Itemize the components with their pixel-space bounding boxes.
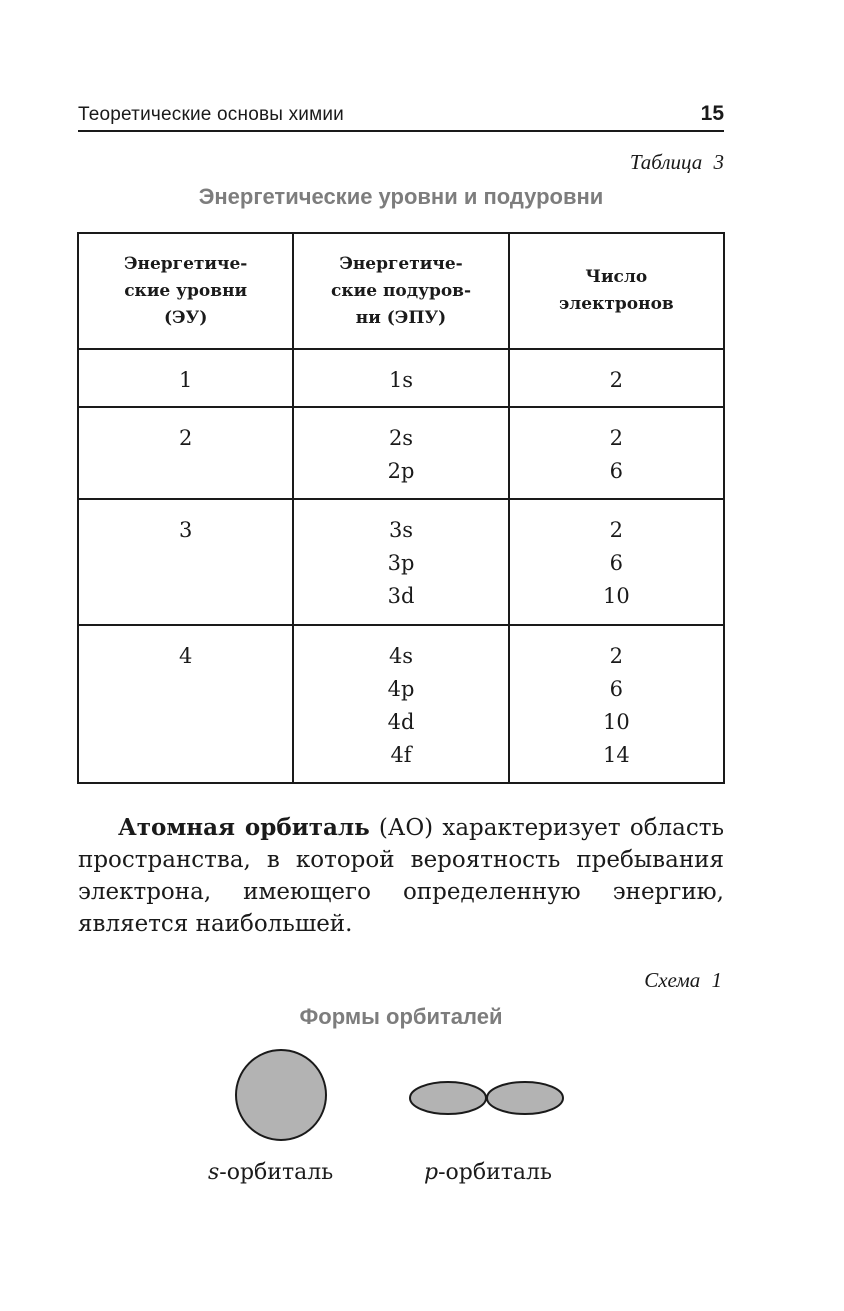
table-row — [78, 349, 724, 407]
cell-electrons: 2 — [509, 349, 724, 407]
s-orbital-shape — [236, 1050, 326, 1140]
orbital-definition-paragraph — [78, 812, 724, 940]
definition-text: (АО) характеризует область пространства, в которой вероятность пребывания электрона, имеющего определенную энергию, является наибольшей. — [78, 815, 724, 937]
cell-sublevels: 3s 3p 3d — [293, 499, 508, 625]
cell-level: 1 — [78, 349, 293, 407]
p-orbital-left-lobe — [410, 1082, 486, 1114]
table-title: Энергетические уровни и подуровни — [198, 184, 604, 209]
table-row — [78, 499, 724, 625]
running-header — [78, 100, 724, 132]
column-header-levels: Энергетиче- ские уровни (ЭУ) — [78, 233, 293, 349]
cell-level: 3 — [78, 499, 293, 625]
column-header-electrons: Число электронов — [509, 233, 724, 349]
p-orbital-right-lobe — [487, 1082, 563, 1114]
table-row — [78, 407, 724, 499]
scheme-label: Схема 1 — [644, 968, 722, 992]
table-header-row — [78, 233, 724, 349]
cell-electrons: 2 6 10 — [509, 499, 724, 625]
scheme-title: Формы орбиталей — [299, 1004, 503, 1029]
page-number: 15 — [700, 102, 724, 125]
running-title: Теоретические основы химии — [78, 104, 344, 125]
s-orbital-caption — [208, 1160, 333, 1185]
s-letter: s — [208, 1160, 220, 1185]
defined-term: Атомная орбиталь — [118, 814, 370, 841]
cell-level: 4 — [78, 625, 293, 783]
cell-level: 2 — [78, 407, 293, 499]
cell-electrons: 2 6 — [509, 407, 724, 499]
table-row — [78, 625, 724, 783]
cell-sublevels: 1s — [293, 349, 508, 407]
s-suffix: -орбиталь — [219, 1160, 334, 1185]
cell-electrons: 2 6 10 14 — [509, 625, 724, 783]
orbital-shapes-figure — [0, 1040, 844, 1150]
cell-sublevels: 4s 4p 4d 4f — [293, 625, 508, 783]
table-label: Таблица 3 — [629, 150, 724, 174]
energy-levels-table — [77, 232, 725, 784]
cell-sublevels: 2s 2p — [293, 407, 508, 499]
p-letter: p — [424, 1160, 439, 1185]
p-suffix: -орбиталь — [438, 1160, 553, 1185]
column-header-sublevels: Энергетиче- ские подуров- ни (ЭПУ) — [293, 233, 508, 349]
p-orbital-caption — [424, 1160, 552, 1185]
